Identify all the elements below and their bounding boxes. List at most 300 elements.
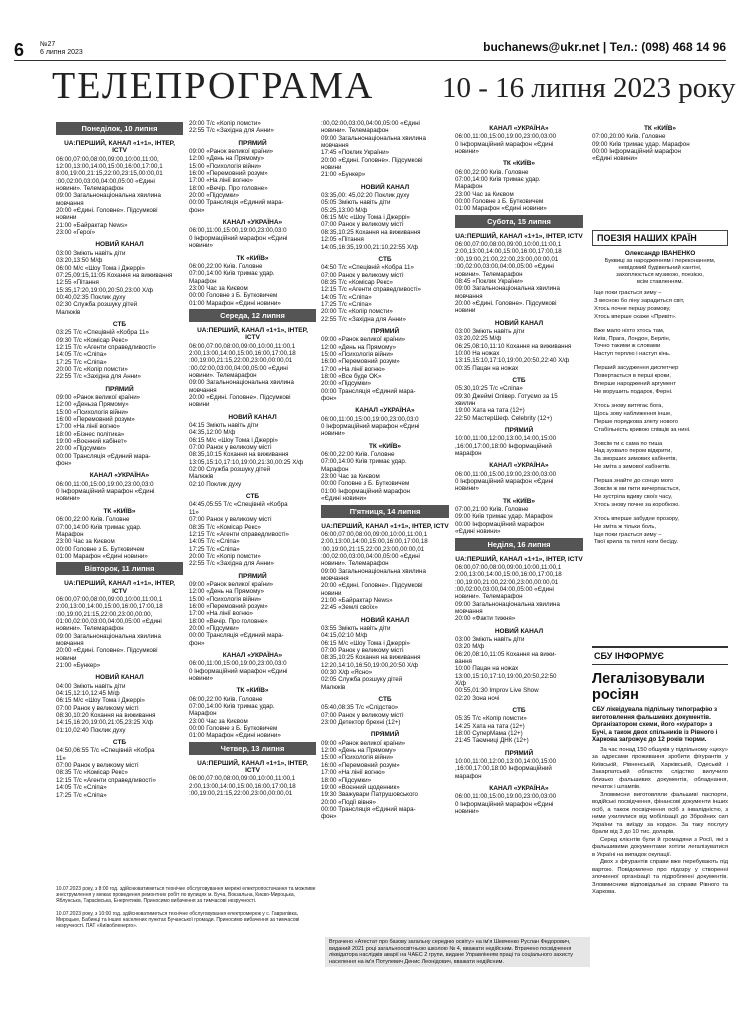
- program-line: 03:20,02:25 М/ф: [455, 335, 502, 343]
- program-line: 23:00 Час за Києвом: [321, 473, 380, 481]
- program-line: 17:25 Т/с «Сліпа»: [321, 300, 372, 308]
- author-name: Олександр ІВАНЕНКО: [624, 250, 696, 257]
- program-line: 09:00 «Ранок великої країни»: [321, 739, 406, 747]
- poem-line: Повертається в перші кроки,: [594, 373, 672, 380]
- program-line: 20:00 «Підсумки»: [189, 624, 240, 632]
- program-line: 08:35 Т/с «Комісар Рекс»: [189, 523, 261, 531]
- poem-line: Щось зову наближення інше,: [594, 410, 672, 417]
- program-line: 00:00 Головне з Б. Бутковичем: [56, 545, 145, 553]
- poetry-rubric: ПОЕЗІЯ НАШИХ КРАЇН: [592, 230, 728, 246]
- channel-header: КАНАЛ «УКРАЇНА»: [489, 462, 549, 470]
- program-line: 03:25 Т/с «Спецівній «Кобра 11»: [56, 329, 149, 337]
- power-notices: [56, 886, 318, 935]
- program-line: 00:00 Інформаційний марафон: [592, 148, 681, 156]
- program-line: 00:00 Інформаційний марафон: [455, 520, 544, 528]
- program-line: 07:00 Ранок у великому місті: [56, 762, 139, 770]
- program-line: марафон: [455, 450, 482, 458]
- program-line: 03:35,00: 45,02:20 Поклик духу: [321, 192, 410, 200]
- author-bio-3: захоплюється музикою, поезією,: [616, 272, 704, 278]
- channel-header: КАНАЛ «УКРАЇНА»: [222, 219, 283, 227]
- sbu-paragraph: За час понад 150 обшуків у підпільному «цеху» за адресами проживання зробити фігурантів у Київській, Рівненській, Харківській, Одеській і Закарпатській областях слідство вилучило близько фальшивих документів, обладнання, печаток і штампів.: [592, 746, 728, 790]
- program-line: новини»: [189, 675, 213, 683]
- program-line: 16:00 «Перемовний розум»: [189, 602, 268, 610]
- sbu-paragraph: Двох з фігурантів справи вже перебувають під вартою. Повідомлено про підозру у створенні злочинної організації та підробленні документів. Зловмисники відповідальні за справи Рівного та Харкова.: [592, 859, 728, 895]
- program-line: 12:00 «День на Прямому»: [321, 747, 397, 755]
- program-line: Х/ф: [455, 680, 466, 687]
- channel-header: UA:ПЕРШИЙ, КАНАЛ «1+1», ІНТЕР, ICTV: [197, 759, 308, 775]
- program-line: новини: [56, 654, 77, 662]
- program-line: 18:00 «Бізнес політика»: [56, 430, 125, 438]
- program-line: 0 Інформаційний марафон «Єдині: [455, 800, 554, 808]
- program-line: новини». Телемарафон: [189, 371, 257, 379]
- program-line: 04:50 Т/с «Спецівній «Кобра 11»: [321, 264, 414, 272]
- program-line: 04:15,02:10 М/ф: [321, 632, 368, 640]
- contact-line: buchanews@ukr.net | Тел.: (098) 468 14 96: [483, 40, 726, 54]
- channel-header: ТК «КИЇВ»: [643, 125, 677, 132]
- program-line: :00,02:00,03:00,04:00,05:00 «Єдині: [321, 552, 420, 560]
- channel-header: НОВИЙ КАНАЛ: [360, 616, 410, 624]
- program-line: 17:45 «Поклик України»: [321, 149, 390, 157]
- poem-author: [592, 250, 728, 286]
- program-line: 19:00 «Воєнний кабінет»: [56, 438, 127, 446]
- program-line: 00:00 Трансляція «Єдиний мара-: [189, 632, 284, 640]
- program-line: 02:30 Служба розшуку дітей: [56, 301, 138, 309]
- poem-line: Зовсім ж ми пити вичерпається,: [594, 486, 681, 493]
- program-line: 00:00 Трансляція «Єдиний мара-: [189, 199, 284, 207]
- program-line: новини». Телемарафон: [56, 625, 124, 633]
- program-line: 09:00 Загальнонаціональна хвилина: [321, 567, 426, 575]
- poem-line: Хтось вперше забудне прозору,: [594, 515, 679, 522]
- tv-column-3: [321, 120, 449, 935]
- channel-header: КАНАЛ «УКРАЇНА»: [489, 125, 549, 132]
- poem-stanza: [594, 516, 728, 548]
- program-line: 11»: [56, 754, 66, 762]
- program-line: 15:35,17:20,19:00,20:50,23:00 Х/ф: [56, 286, 153, 294]
- program-line: 14:25 Хата на тата (12+): [455, 722, 525, 730]
- program-line: 18:00 «Все буде OK»: [321, 373, 382, 380]
- issue-info: [40, 41, 83, 57]
- program-line: 06:00,22:00 Київ. Головне: [56, 516, 130, 524]
- program-line: 00:35 Пацан на ножах: [455, 364, 519, 372]
- tv-column-5: [592, 120, 728, 225]
- program-line: фон»: [56, 460, 72, 468]
- program-line: 17:00 «На лінії вогню»: [56, 423, 120, 431]
- program-line: 20:00 «Єдині. Головне». Підсумкові: [455, 299, 557, 307]
- program-line: 21:45 Таємниці ДНК (12+): [455, 737, 529, 745]
- program-line: 06:00,07:00,08:00,09:00,10:00,11:00,1: [56, 595, 163, 603]
- sbu-section: [592, 646, 728, 897]
- program-line: 17:00 «На лінії вогню»: [321, 769, 385, 777]
- program-line: новини»: [189, 242, 213, 250]
- program-line: «Єдині новини»: [592, 155, 638, 163]
- poem-line: Іще поки грається зиму –: [594, 531, 662, 538]
- program-line: новини». Телемарафон: [455, 593, 523, 601]
- program-line: 19:00 «Воєнний щоденник»: [321, 783, 400, 791]
- program-line: 05:05 Зміють навіть діти: [321, 199, 391, 207]
- program-line: 08:35 Т/с «Комісар Рекс»: [56, 769, 128, 777]
- program-line: 02:05 Служба розшуку дітей: [321, 676, 403, 684]
- poem-line: Хтось вперше скаже «Привіт».: [594, 313, 677, 320]
- program-line: 0 Інформаційний марафон «Єдині: [455, 140, 554, 148]
- program-line: 06:00,07:00,08:00,09:00,10:00,11:00,1: [455, 563, 562, 571]
- program-line: 05:40,08:35 Т/с «Слідство»: [321, 704, 399, 712]
- day-header: Понеділок, 10 липня: [56, 122, 183, 135]
- channel-header: UA:ПЕРШИЙ, КАНАЛ «1+1», ІНТЕР, ICTV: [64, 140, 175, 155]
- program-line: 02:10 Поклик духу: [189, 480, 242, 488]
- program-line: 09:00 Загальнонаціональна хвилина: [455, 600, 560, 608]
- channel-header: СТБ: [512, 376, 526, 384]
- program-line: :00,19:00,21:00,22:00,23:00,00:00,01: [455, 578, 559, 586]
- channel-header: ТК «КИЇВ»: [368, 442, 402, 450]
- channel-header: ТК «КИЇВ»: [502, 160, 536, 168]
- program-line: 06:00 М/с «Шоу Тома і Джеррі»: [56, 264, 145, 272]
- program-line: мовчання: [321, 574, 349, 582]
- channel-header: КАНАЛ «УКРАЇНА»: [489, 785, 549, 793]
- channel-header: НОВИЙ КАНАЛ: [95, 241, 144, 249]
- program-line: 00:00 Головне з Б. Бутковичем: [189, 725, 278, 733]
- program-line: 00:00 Головне з Б. Бутковичем: [321, 480, 410, 488]
- program-line: мовчання: [455, 292, 483, 300]
- tv-column-4: [455, 120, 583, 955]
- channel-header: ПРЯМИЙ: [105, 385, 134, 393]
- program-line: 06:00,11:00,15:00,19:00,23:00,03:0: [189, 227, 287, 235]
- poem-line: Наступ терплю і наступ кінь.: [594, 351, 671, 358]
- program-line: 05:30,10:25 Т/с «Сліпа»: [455, 385, 523, 393]
- program-line: 03:00 Зміють навіть діти: [455, 635, 525, 643]
- author-bio-2: невідомий будівельний кантіні,: [618, 265, 702, 271]
- program-line: 15:00 «Психологія війни»: [189, 162, 262, 170]
- program-line: Марафон: [56, 530, 84, 538]
- program-line: 05:25,13:00 М/ф: [321, 206, 368, 214]
- program-line: 15:00 «Психологія війни»: [321, 350, 394, 358]
- program-line: 20:00 «Єдині. Головне». Підсумкові: [56, 647, 158, 655]
- program-line: 09:00 Загальнонаціональна хвилина: [455, 285, 560, 293]
- program-line: 04:00 Зміють навіть діти: [56, 682, 126, 690]
- channel-header: КАНАЛ «УКРАЇНА»: [89, 472, 150, 480]
- poem-stanza: [594, 290, 728, 322]
- header-divider: [14, 60, 726, 61]
- program-line: 09:00 Київ тримає удар. Марафон: [592, 140, 690, 148]
- program-line: новини»: [455, 148, 479, 156]
- program-line: 21:00 «Бункер»: [56, 662, 101, 669]
- program-line: :00,02:00,03:00,04:00,05:00 «Єдині: [189, 364, 288, 372]
- program-line: 07:00,14:00 Київ тримає удар.: [455, 176, 541, 184]
- program-line: 09:30 Джеймі Олівер. Готуємо за 15: [455, 392, 558, 400]
- poem-line: Перше порядкова злету нового: [594, 418, 678, 425]
- day-header: Вівторок, 11 липня: [56, 562, 183, 575]
- poem-line: Не зміта з зимової кабінетів.: [594, 464, 671, 471]
- channel-header: СТБ: [112, 320, 127, 328]
- day-header: Четвер, 13 липня: [189, 742, 316, 755]
- poem-text: [592, 290, 728, 547]
- program-line: 10:00,11:00,12:00,13:00,14:00,15:00: [455, 435, 557, 443]
- program-line: вання: [455, 657, 472, 665]
- page-title: ТЕЛЕПРОГРАМА: [52, 65, 375, 107]
- tv-column-1: [56, 120, 183, 890]
- poem-stanza: [594, 328, 728, 360]
- poetry-section: [592, 230, 728, 553]
- program-line: 14:05 Т/с «Сліпа»: [56, 351, 107, 359]
- program-line: 10:00,11:00,12:00,13:00,14:00,15:00: [455, 758, 557, 766]
- program-line: 0 Інформаційний марафон «Єдині: [321, 423, 420, 431]
- program-line: 22:50 МастерШеф. Celebrity (12+): [455, 414, 552, 422]
- program-line: 06:00,22:00 Київ. Головне: [321, 451, 395, 459]
- poem-line: Київ, Прага, Лондон, Берлін,: [594, 335, 671, 342]
- program-line: 00:00 Трансляція «Єдиний мара-: [56, 452, 151, 460]
- program-line: :00,02:00,03:00,04:00,05:00 «Єдині: [56, 177, 155, 185]
- program-line: 17:00 «На лінії вогню»: [321, 365, 385, 373]
- program-line: 21:00 «Бункер»: [321, 171, 366, 179]
- program-line: :00,19:00,21:15,22:00,23:00,00:00,: [56, 610, 153, 618]
- program-line: 09:00 Загальнонаціональна хвилина: [56, 192, 161, 200]
- program-line: новини»: [56, 495, 80, 503]
- program-line: Марафон: [189, 710, 217, 718]
- program-line: 02:20 Зона ночі: [455, 694, 500, 702]
- program-line: 09:00 Загальнонаціональна хвилина: [56, 632, 161, 640]
- program-line: 0 Інформаційний марафон «Єдині: [455, 478, 554, 486]
- program-line: 00:00 Трансляція «Єдиний мара-: [321, 805, 416, 813]
- channel-header: СТБ: [112, 739, 127, 747]
- program-line: мовчання: [321, 142, 349, 150]
- sbu-paragraph: Серед клієнтів були й громадяни з Росії, які з фальшивими документами хотіли легалізуватися в Україні на випадок окупації.: [592, 836, 728, 858]
- program-line: 19:00 Хата на тата (12+): [455, 407, 525, 415]
- program-line: 04:15 Зміють навіть діти: [189, 422, 259, 430]
- program-line: «Єдині новини»: [455, 528, 501, 536]
- program-line: 07:00,14:00 Київ тримає удар.: [321, 458, 407, 466]
- program-line: 08:35,10:25 Кохання на виживання: [321, 654, 421, 662]
- page-number: 6: [14, 40, 25, 60]
- program-line: 0 Інформаційний марафон «Єдині: [189, 667, 288, 675]
- channel-header: ПРЯМИЙ: [504, 427, 534, 435]
- program-line: 8:00,19:00,21:15,22:00,23:15,00:00,01: [56, 170, 163, 178]
- program-line: 17:00 «На лінії вогню»: [189, 610, 253, 618]
- poem-line: Не зміта ж тільки боль,: [594, 523, 657, 530]
- poem-line: Не зустріла вдиву своїх часу,: [594, 493, 673, 500]
- program-line: 09:30 Т/с «Комісар Рекс»: [56, 336, 128, 344]
- program-line: 20:00 «Єдині. Головне». Підсумкові: [321, 582, 423, 590]
- program-line: 06:15 М/с «Шоу Тома і Джеррі»: [321, 639, 410, 647]
- program-line: 23:00 Час за Києвом: [189, 284, 248, 292]
- program-line: 04:35,12:00 М/ф: [189, 429, 236, 437]
- program-line: 06:00,11:00,15:00,19:00,23:00,03:0: [321, 415, 419, 423]
- lost-documents-notice: Втрачено «Атестат про базову загальну середню освіту» на ім'я Шевченко Руслан Федорович, виданий 2021 році загальноосвітньою школою № 4, вважати недійсним. Втрачено посвідчення ліквідатора наслідків аварії на ЧАЕС 2 групи, видане Управлінням праці та соціального захисту населення на ім'я Потупевич Денис Леонідович, вважати недійсним.: [325, 937, 590, 967]
- program-line: 12:15 Т/с «Агенти справедливості»: [56, 343, 156, 351]
- sbu-body: [592, 747, 728, 897]
- program-line: 12:00 «День на Прямому»: [321, 343, 397, 351]
- program-line: 2:00,13:00,14:00,15:00,16:00,17:00,18: [455, 248, 562, 256]
- program-line: 17:25 Т/с «Сліпа»: [56, 791, 107, 799]
- program-line: 06:00,11:00,15:00,19:00,23:00,03:00: [455, 133, 557, 141]
- program-line: новини: [321, 589, 342, 597]
- program-line: новини: [189, 401, 210, 409]
- program-line: 07:00 Ранок у великому місті: [56, 704, 139, 712]
- program-line: 22:55 Т/с «Західна для Анни»: [56, 373, 141, 381]
- program-line: 20:00 «Підсумки»: [56, 445, 107, 453]
- program-line: 20:00 Т/с «Копір помсти»: [56, 365, 128, 373]
- program-line: 0 Інформаційний марафон «Єдині: [189, 234, 288, 242]
- tv-column-2: [189, 120, 316, 890]
- program-line: 20:00 «Події вівня»: [321, 798, 376, 806]
- program-line: 18:00 СуперМама (12+): [455, 730, 523, 738]
- program-line: 03:20,13:50 М/ф: [56, 257, 103, 265]
- program-line: 20:00 Т/с «Копір помсти»: [321, 308, 393, 316]
- program-line: мовчання: [56, 639, 84, 647]
- poem-line: Не ворушить подарок, Ферні.: [594, 388, 673, 395]
- channel-header: НОВИЙ КАНАЛ: [228, 413, 277, 421]
- program-line: 17:00 «На лінії вогню»: [189, 177, 253, 185]
- program-line: 20:00 «Єдині. Головне». Підсумкові: [189, 394, 291, 401]
- program-line: Марафон: [321, 465, 349, 473]
- program-line: мовчання: [56, 199, 84, 207]
- poem-stanza: [594, 478, 728, 510]
- program-line: 04:15,12:10,12:45 М/ф: [56, 690, 120, 698]
- program-line: 09:00 «Ранок великої країни»: [321, 336, 406, 344]
- poem-line: Над зухвало пером відкрити,: [594, 448, 672, 455]
- program-line: новини». Телемарафон: [455, 270, 523, 278]
- channel-header: КАНАЛ «УКРАЇНА»: [222, 652, 283, 659]
- program-line: Малюків: [56, 308, 81, 316]
- poem-line: Іще поки грається зиму –: [594, 290, 662, 296]
- day-header: Неділя, 16 липня: [455, 538, 583, 551]
- program-line: 15:00 «Психологія війни»: [56, 408, 129, 416]
- week-dates: 10 - 16 липня 2023 року: [442, 72, 736, 104]
- poem-line: Твої крила та теплі ноги бесіду.: [594, 539, 678, 546]
- channel-header: НОВИЙ КАНАЛ: [360, 183, 410, 191]
- program-line: Марафон: [455, 183, 483, 191]
- poem-stanza: [594, 365, 728, 397]
- program-line: 06:00,11:00,15:00,19:00,23:00,03:0: [189, 660, 287, 668]
- program-line: 12:15 Т/с «Агенти справедливості»: [189, 530, 289, 538]
- program-line: мовчання: [455, 607, 483, 615]
- program-line: 22:55 Т/с «Західна для Анни»: [321, 315, 406, 323]
- program-line: 02:00 Служба розшуку дітей: [189, 466, 271, 474]
- channel-header: КАНАЛ «УКРАЇНА»: [355, 407, 415, 415]
- poem-line: З весною бо ліну зарадиться світ,: [594, 297, 685, 304]
- program-line: 12:00 «Деньза Прямому»: [56, 401, 129, 409]
- program-line: 2:00,13:00,14:00,15:00,16:00,17:00,18: [321, 538, 428, 546]
- program-line: 09:00 «Ранок великої країни»: [189, 580, 274, 588]
- channel-header: СТБ: [378, 255, 392, 263]
- program-line: 03:00 Зміють навіть діти: [455, 327, 525, 335]
- program-line: 01:00 Марафон «Єдині новини»: [455, 205, 547, 213]
- poem-line: Хтось почне першу розмову,: [594, 305, 671, 312]
- program-line: :00,02:00,03:00,04:00,05:00 «Єдині: [455, 263, 554, 271]
- program-line: 09:00 Київ тримає удар. Марафон: [455, 513, 553, 521]
- program-line: 16:00 «Перемовний розум»: [189, 170, 268, 178]
- program-line: 06:00,11:00,15:00,19:00,23:00,03:00: [455, 470, 557, 478]
- program-line: новини: [321, 164, 342, 172]
- program-line: 03:20 М/ф: [455, 643, 485, 651]
- program-line: 0 Інформаційний марафон «Єдині: [56, 488, 155, 496]
- channel-header: UA:ПЕРШИЙ, КАНАЛ «1+1», ІНТЕР, ICTV: [455, 232, 583, 240]
- issue-number: №27: [40, 41, 56, 48]
- program-line: 07:00 Ранок у великому місті: [189, 444, 272, 452]
- program-line: 18:00 «Підсумки»: [321, 776, 372, 784]
- channel-header: НОВИЙ КАНАЛ: [494, 319, 544, 327]
- program-line: 00:30 Х/ф «Ясно»: [321, 669, 373, 677]
- program-line: :00,19:00,21:15,22:00,23:00,00:00,01: [321, 545, 425, 553]
- program-line: 06:25,08:10,11:10 Кохання на виживання: [455, 342, 572, 350]
- program-line: 14:05 Т/с «Сліпа»: [56, 784, 107, 792]
- program-line: 12:00 «День на Прямому»: [189, 155, 265, 163]
- program-line: 21:00 «Байрактар News»: [56, 221, 128, 229]
- poem-line: Хтось знову почне за коробкою.: [594, 501, 680, 508]
- program-line: :00,19:00,21:15,22:00,23:00,00:00,01: [189, 790, 293, 798]
- program-line: 14:05,16:35,19:00,21:10,22:55 Х/ф: [321, 243, 418, 251]
- program-line: новини». Телемарафон: [321, 127, 389, 135]
- program-line: 16:00 «Перемовний розум»: [56, 416, 135, 424]
- day-header: Субота, 15 липня: [455, 215, 583, 228]
- program-line: новини: [56, 214, 77, 222]
- program-line: 06:15 М/с «Шоу Тома і Джеррі»: [189, 436, 278, 444]
- program-line: 12:15 Т/с «Агенти справедливості»: [56, 776, 156, 784]
- program-line: фон»: [321, 395, 337, 403]
- program-line: 07:00,14:00 Київ тримає удар.: [56, 523, 142, 531]
- author-bio-1: Буквиці за народженням і переконанням,: [604, 258, 716, 264]
- program-line: :00,19:00,21:00,22:00,23:00,00:00,01: [455, 255, 559, 263]
- program-line: 08:45 «Поклик України»: [455, 277, 524, 285]
- channel-header: ПРЯМИЙ: [370, 327, 400, 335]
- program-line: 2:00,13:00,14:00,15:00,16:00,17:00,18: [56, 603, 163, 611]
- program-line: 04:50,06:55 Т/с «Спецівній «Кобра: [56, 747, 155, 755]
- program-line: 18:00 «Вечір. Про головне»: [189, 617, 268, 625]
- poem-line: Стабільність кривою співців за нині.: [594, 426, 691, 433]
- program-line: 20:00 «Підсумки»: [189, 192, 240, 200]
- program-line: 06:20,08:10,11:05 Кохання на вижи-: [455, 650, 557, 658]
- program-line: 12:00,13:00,14:00,15:00,16:00,17:00,1: [56, 163, 163, 171]
- program-line: 06:00,07:00,08:00,09:00,10:00,11:00,1: [455, 241, 562, 249]
- program-line: 09:00 Загальнонаціональна хвилина: [321, 134, 426, 142]
- program-line: 17:25 Т/с «Сліпа»: [189, 545, 240, 553]
- program-line: 08:35,10:25 Кохання на виживання: [321, 228, 421, 236]
- program-line: 08:30,10:20 Кохання на виживання: [56, 712, 156, 720]
- program-line: 06:00,11:00,15:00,19:00,23:00,03:00: [455, 793, 557, 801]
- program-line: 07:00 Ранок у великому місті: [321, 221, 404, 229]
- program-line: 20:00 «Єдині. Головне». Підсумкові: [56, 207, 158, 215]
- program-line: 13:00,15:10,17:10,19:00,20:50,22:50: [455, 672, 557, 680]
- program-line: «Єдині новини»: [321, 495, 367, 503]
- sbu-rubric: СБУ ІНФОРМУЄ: [592, 646, 728, 665]
- program-line: фон»: [189, 206, 205, 214]
- program-line: новини»: [321, 430, 345, 438]
- program-line: мовчання: [189, 386, 217, 394]
- program-line: :00,02:00,03:00,04:00,05:00 «Єдині: [321, 120, 420, 127]
- poem-line: Хтось знову витягає бога,: [594, 402, 664, 409]
- program-line: 2:00,13:00,14:00,15:00,16:00,17:00,18: [189, 782, 296, 790]
- program-line: :00,02:00,03:00,04:00,05:00 «Єдині: [455, 585, 554, 593]
- program-line: 2:00,13:00,14:00,15:00,16:00,17:00,18: [189, 349, 296, 357]
- channel-header: UA:ПЕРШИЙ, КАНАЛ «1+1», ІНТЕР, ICTV: [197, 326, 308, 342]
- program-line: 10:00 Пацан на ножах: [455, 665, 519, 673]
- program-line: 05:35 Т/с «Копір помсти»: [455, 715, 527, 723]
- program-line: 07:00 Ранок у великому місті: [189, 516, 272, 524]
- program-line: 19:30 Зважувари Патрушовського: [321, 791, 418, 799]
- program-line: 20:00 «Єдині. Головне». Підсумкові: [321, 156, 423, 164]
- channel-header: ПРЯМИЙ: [238, 572, 267, 580]
- sbu-lead: СБУ ліквідувала підпільну типографію з виготовлення фальшивих документів. Організатором схеми, його «куратор» з Бучі, а також двох спільників із Рівного і Харкова загрожує до 12 років тюрми.: [592, 706, 718, 743]
- program-line: 15:00 «Психологія війни»: [189, 595, 262, 603]
- program-line: 00:40,02:35 Поклик духу: [56, 293, 126, 301]
- program-line: 00:00 Головне з Б. Бутковичем: [189, 292, 278, 300]
- program-line: 23:00 Час за Києвом: [455, 190, 514, 198]
- program-line: 00:55,01:30 Improv Live Show: [455, 687, 539, 695]
- program-line: 00:00 Головне з Б. Бутковичем: [455, 198, 544, 206]
- channel-header: ПРЯМИЙ: [370, 731, 400, 739]
- channel-header: ТК «КИЇВ»: [502, 497, 536, 505]
- notice-2: 10.07.2023 року, з 10:00 год. здійснюватиметься технічне обслуговування електромереж у с. Гаврилівка, Мироцьке, Бабинці та інших населених пунктах Бучанської громади. Приносимо вибачення за тимчасові незручності. ПАТ «Київобленерго».: [56, 910, 300, 930]
- program-line: 10:00 На ножах: [455, 349, 500, 357]
- program-line: 13:05,15:10,17:10,19:00,21:30,00:25 Х/ф: [189, 458, 304, 466]
